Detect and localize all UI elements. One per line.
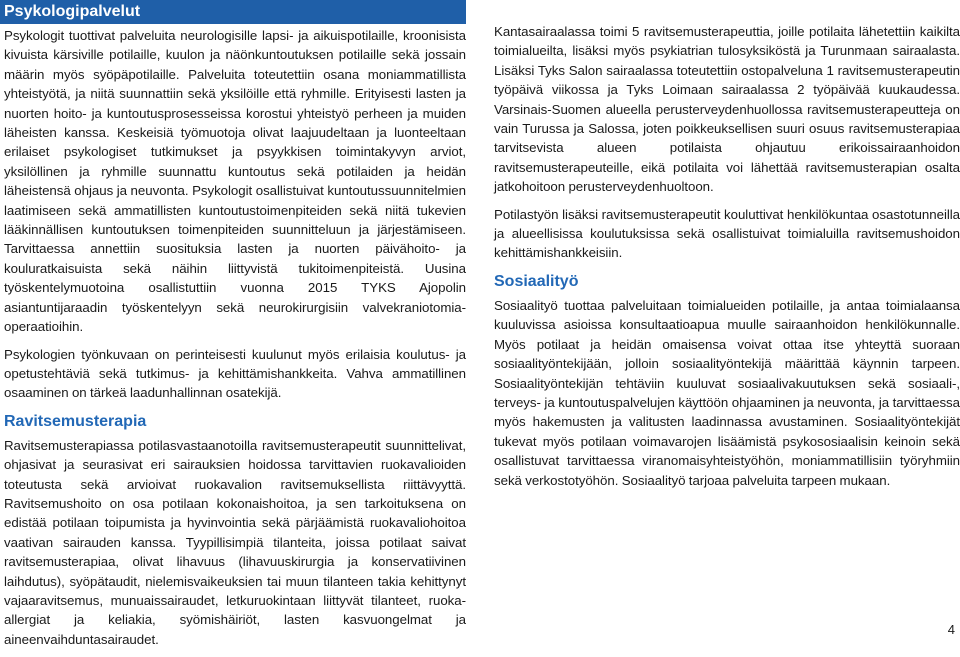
sosiaalityo-heading: Sosiaalityö [494,272,579,290]
ravitsemusterapia-paragraph: Ravitsemusterapiassa potilasvastaanotoilla ravitsemusterapeutit suunnittelivat, ohjasivat ja seurasivat eri sairauksien hoidossa tarvittavien ruokavalioiden toteutusta sekä arvioivat ruokavalion ravitsemuksellista riittävyyttä. Ravitsemushoito on osa potilaan kokonaishoitoa, ja sen tarkoituksena on edistää potilaan toipumista ja hyvinvointia sekä pärjäämistä ruokavaliohoitoa vaativan sairauden kanssa. Tyypillisimpiä tilanteita, joissa potilaat saivat ravitsemusterapiaa, olivat lihavuus (lihavuuskirurgia ja konservatiivinen laihdutus), syöpätaudit, nielemisvaikeuksien tai muun tilanteen takia kehittynyt vajaaravitsemus, munuaissairaudet, letkuruokintaan liittyvät tilanteet, ruoka-allergiat ja keliakia, syömishäiriöt, lasten kasvuongelmat ja aineenvaihduntasairaudet. [4,437,466,647]
ravitsemusterapia-paragraph-3: Potilastyön lisäksi ravitsemusterapeutit kouluttivat henkilökuntaa osastotunneilla ja alueellisissa koulutuksissa sekä osallistuivat toimialuilla ravitsemushoidon kehittämishankkeisiin. [494,206,960,261]
ravitsemusterapia-heading: Ravitsemusterapia [4,412,147,430]
psykologipalvelut-paragraph-1: Psykologit tuottivat palveluita neurologisille lapsi- ja aikuispotilaille, kroonisista kivuista kärsiville potilaille, kuulon ja näönkuntoutuksen potilaille sekä jossain määrin myös syöpäpotilaille. Palveluita toteutettiin osana moniammatillista yhteistyötä, ja niitä suunnattiin sekä yksilöille että ryhmille. Erityisesti lasten ja nuorten hoito- ja kuntoutusprosesseissa korostui yhteistyö perheen ja muiden läheisten kanssa. Keskeisiä työmuotoja olivat laajuudeltaan ja luonteeltaan erilaiset psykologiset tutkimukset ja psyykkisen toimintakyvyn arviot, yksilöllinen ja ryhmille suunnattu kuntoutus sekä potilaiden ja heidän läheistensä ohjaus ja neuvonta. Psykologit osallistuivat kuntoutussuunnitelmien laatimiseen sekä ammatillisten kuntoutustoimenpiteiden sekä niitä tukevien lääkinnällisen kuntoutuksen toimenpiteiden suunnitteluun ja järjestämiseen. Tarvittaessa annettiin suosituksia lasten ja nuorten päivähoito- ja kouluratkaisuista sekä näihin liittyvistä tukitoimenpiteistä. Uusina työskentelymuotoina osallistuttiin vuonna 2015 TYKS Ajopolin asiantuntijaraadin työskentelyyn sekä neurokirurgisiin valvekraniotomia-operaatioihin. [4,28,466,335]
psykologipalvelut-paragraph-2: Psykologien työnkuvaan on perinteisesti kuulunut myös erilaisia koulutus- ja opetustehtäviä sekä tutkimus- ja kehittämishankkeita. Vahva ammatillinen osaaminen on tärkeä laadunhallinnan osatekijä. [4,346,466,401]
section-title-bar: Psykologipalvelut [0,0,466,24]
right-column [494,22,960,498]
ravitsemusterapia-paragraph-2: Kantasairaalassa toimi 5 ravitsemusterapeuttia, joille potilaita lähetettiin kaikilta toimialueilta, lisäksi myös psykiatrian tulosyksiköstä ja Turunmaan sairaalasta. Lisäksi Tyks Salon sairaalassa toteutettiin ostopalveluna 1 ravitsemusterapeutin työpäivä viikossa ja Tyks Loimaan sairaalassa 2 työpäivää kuukaudessa. Varsinais-Suomen alueella perusterveydenhuollossa ravitsemusterapeutteja on vain Turussa ja Salossa, joten poikkeuksellisen suuri osuus ravitsemusterapiaa tarvitsevista alueen potilaista ohjautuu erikoissairaanhoidon ravitsemusterapeuteille, eikä potilaita voi lähettää ravitsemusterapian osalta jatkohoitoon perusterveydenhuoltoon. [494,24,960,195]
page-number: 4 [947,622,955,637]
left-column [0,0,466,657]
sosiaalityo-paragraph: Sosiaalityö tuottaa palveluitaan toimialueiden potilaille, ja antaa toimialaansa kuuluvissa asioissa konsultaatioapua muulle sairaanhoidon henkilökunnalle. Myös potilaat ja heidän omaisensa voivat ottaa itse yhteyttä suoraan sosiaalityöntekijään, jolloin sosiaalityöntekijä määrittää käynnin tarpeen. Sosiaalityöntekijän tehtäviin kuuluvat sosiaalivakuutuksen sekä sosiaali-, terveys- ja kuntoutuspalvelujen käyttöön ohjaaminen ja neuvonta, ja tarvittaessa myös hakemusten ja valitusten laadinnassa avustaminen. Sosiaalityöntekijät tukevat myös potilaan voimavarojen lisäämistä psykososiaalisin keinoin sekä osallistuvat tarvittaessa viranomaisyhteistyöhön, moniammatillisiin työryhmiin sekä verkostotyöhön. Sosiaalityö tarjoaa palveluita tarpeen mukaan. [494,297,960,488]
